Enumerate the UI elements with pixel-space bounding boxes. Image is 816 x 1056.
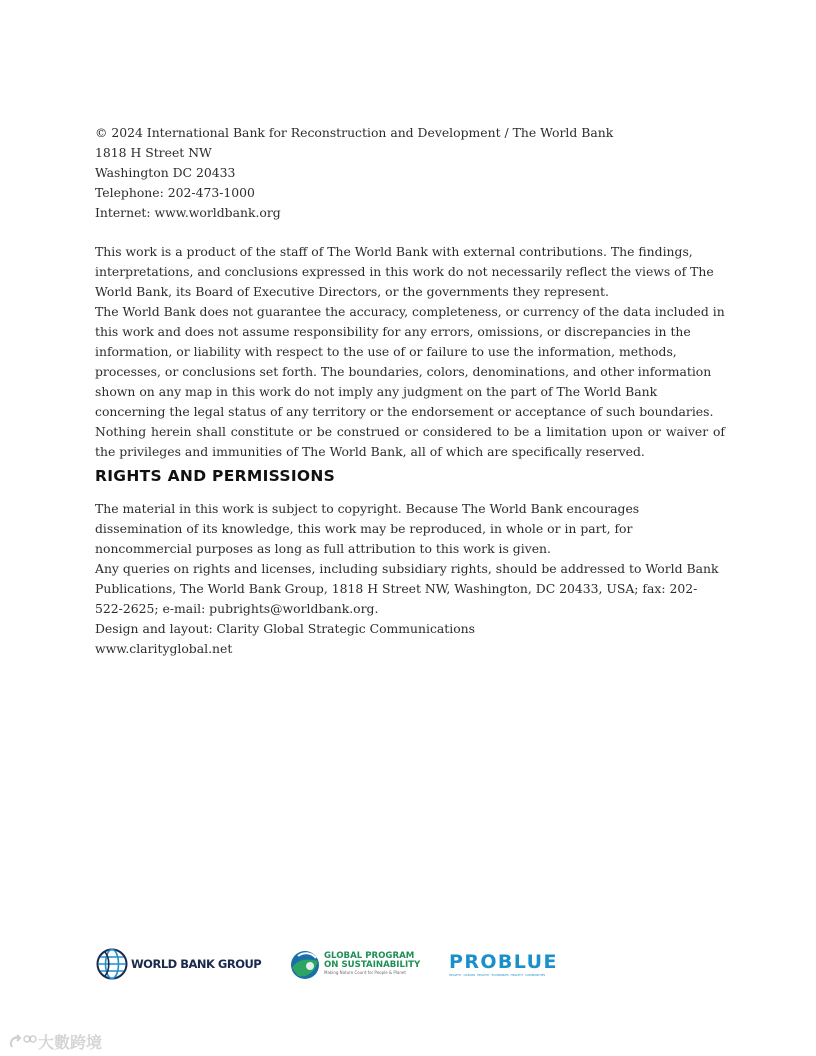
disclaimer-paragraph-2: The World Bank does not guarantee the accuracy, completeness, or currency of the data included in this work and does not assume responsibility for any errors, omissions, or discrepancies in the information, or liability with respect to the use of or failure to use the information, methods, processes, or conclusions set forth. The boundaries, colors, denominations, and other information shown on any map in this work do not imply any judgment on the part of The World Bank concerning the legal status of any territory or the endorsement or acceptance of such boundaries. [95,304,725,419]
problue-tag-word: HEALTHY [449,973,462,977]
gps-line-1: GLOBAL PROGRAM [324,951,415,961]
problue-logo [449,952,558,977]
problue-tagline [449,973,545,977]
design-url: www.clarityglobal.net [95,641,233,656]
watermark [8,1030,102,1053]
telephone-line: Telephone: 202-473-1000 [95,185,255,200]
disclaimer-paragraph-3: Nothing herein shall constitute or be construed or considered to be a limitation upon or waiver of the privileges and immunities of The World Bank, all of which are specifically reserved. [95,424,725,459]
rights-heading: RIGHTS AND PERMISSIONS [95,467,336,485]
design-credit-line: Design and layout: Clarity Global Strategic Communications [95,621,476,636]
gps-tagline: Making Nature Count for People & Planet [324,970,406,975]
rights-paragraph-2: Any queries on rights and licenses, including subsidiary rights, should be addressed to World Bank Publications, The World Bank Group, 1818 H Street NW, Washington, DC 20433, USA; fax: 202-522-2625; e-mail: pubrights@worldbank.org. [95,561,719,616]
problue-tag-word: COMMUNITIES [525,973,546,977]
rights-paragraph-1: The material in this work is subject to copyright. Because The World Bank encourages dissemination of its knowledge, this work may be reproduced, in whole or in part, for noncommercial purposes as long as full attribution to this work is given. [95,501,640,556]
problue-tag-word: OCEANS [463,973,476,977]
publisher-address [95,123,725,223]
gps-line-2: ON SUSTAINABILITY [324,960,421,970]
copyright-page [95,123,725,678]
design-credit [95,619,725,659]
problue-wordmark: PROBLUE [449,951,558,973]
global-program-sustainability-logo [289,948,420,980]
problue-tag-word: HEALTHY [477,973,490,977]
city-line: Washington DC 20433 [95,165,236,180]
internet-line: Internet: www.worldbank.org [95,205,281,220]
disclaimer-paragraph-1: This work is a product of the staff of The World Bank with external contributions. The findings, interpretations, and conclusions expressed in this work do not necessarily reflect the views of The World Bank, its Board of Executive Directors, or the governments they represent. [95,244,714,299]
copyright-line: © 2024 International Bank for Reconstruction and Development / The World Bank [95,125,614,140]
leaf-globe-icon [289,948,321,980]
world-bank-group-logo [96,948,261,980]
watermark-logo-icon [8,1033,38,1051]
street-line: 1818 H Street NW [95,145,212,160]
watermark-text: 大數跨境 [38,1033,103,1052]
world-bank-group-wordmark: WORLD BANK GROUP [131,957,262,971]
problue-tag-word: ECONOMIES [491,973,509,977]
problue-tag-word: HEALTHY [510,973,524,977]
globe-icon [96,948,128,980]
